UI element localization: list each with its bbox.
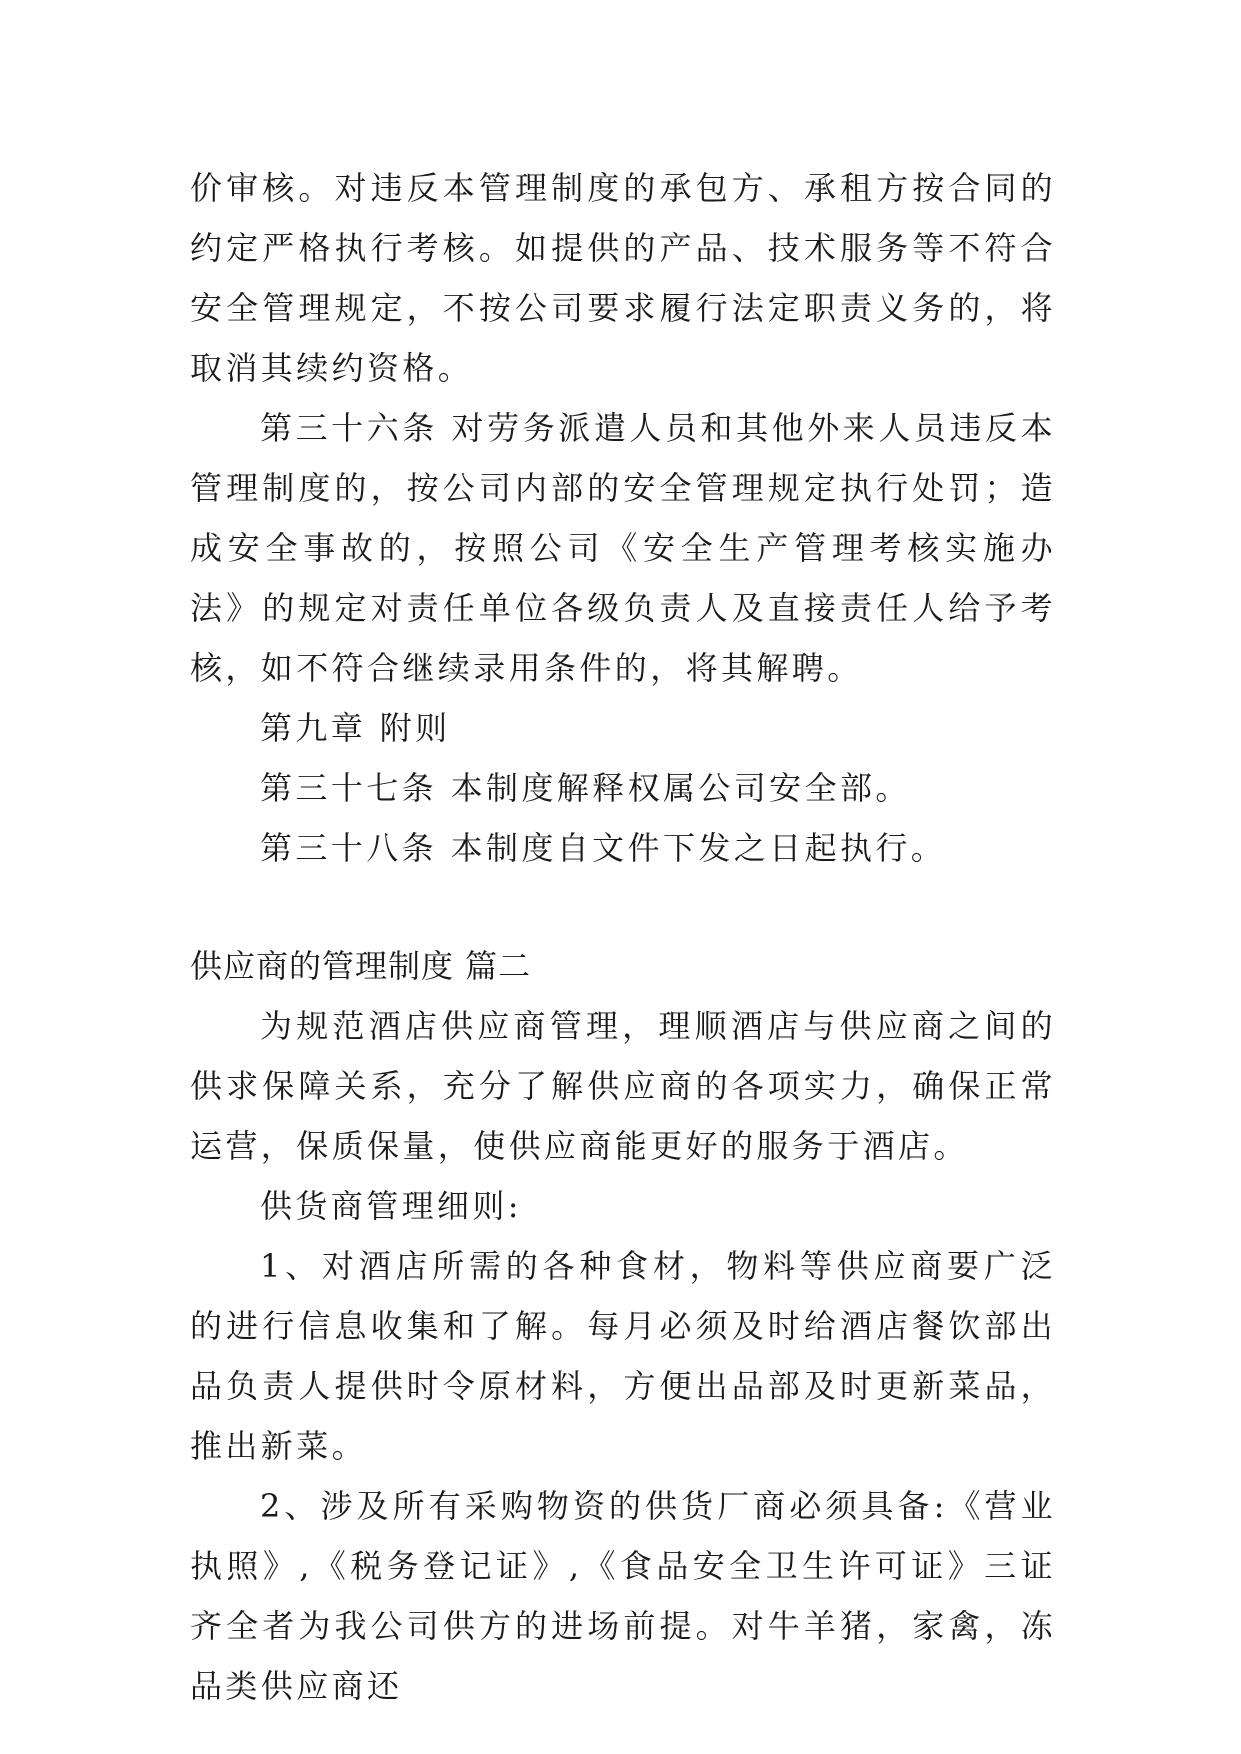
rule-1: 1、对酒店所需的各种食材，物料等供应商要广泛的进行信息收集和了解。每月必须及时给酒店餐饮部出品负责人提供时令原材料，方便出品部及时更新菜品，推出新菜。 (190, 1247, 1056, 1465)
section-title: 供应商的管理制度 篇二 (190, 947, 532, 985)
article-37: 第三十七条 本制度解释权属公司安全部。 (260, 769, 911, 807)
chapter-9-heading: 第九章 附则 (260, 709, 451, 747)
article-38: 第三十八条 本制度自文件下发之日起执行。 (260, 829, 947, 867)
section-spacer (190, 878, 1056, 936)
paragraph-contract-review: 价审核。对违反本管理制度的承包方、承租方按合同的约定严格执行考核。如提供的产品、技术服务等不符合安全管理规定，不按公司要求履行法定职责义务的，将取消其续约资格。 (190, 169, 1056, 387)
rules-heading: 供货商管理细则: (260, 1187, 522, 1225)
intro-paragraph: 为规范酒店供应商管理，理顺酒店与供应商之间的供求保障关系，充分了解供应商的各项实力，确保正常运营，保质保量，使供应商能更好的服务于酒店。 (190, 1007, 1056, 1165)
document-body (190, 158, 1056, 1716)
rule-2: 2、涉及所有采购物资的供货厂商必须具备:《营业执照》,《税务登记证》,《食品安全卫生许可证》三证齐全者为我公司供方的进场前提。对牛羊猪，家禽，冻品类供应商还 (190, 1487, 1056, 1705)
article-36: 第三十六条 对劳务派遣人员和其他外来人员违反本管理制度的，按公司内部的安全管理规定执行处罚；造成安全事故的，按照公司《安全生产管理考核实施办法》的规定对责任单位各级负责人及直接责任人给予考核，如不符合继续录用条件的，将其解聘。 (190, 409, 1056, 687)
